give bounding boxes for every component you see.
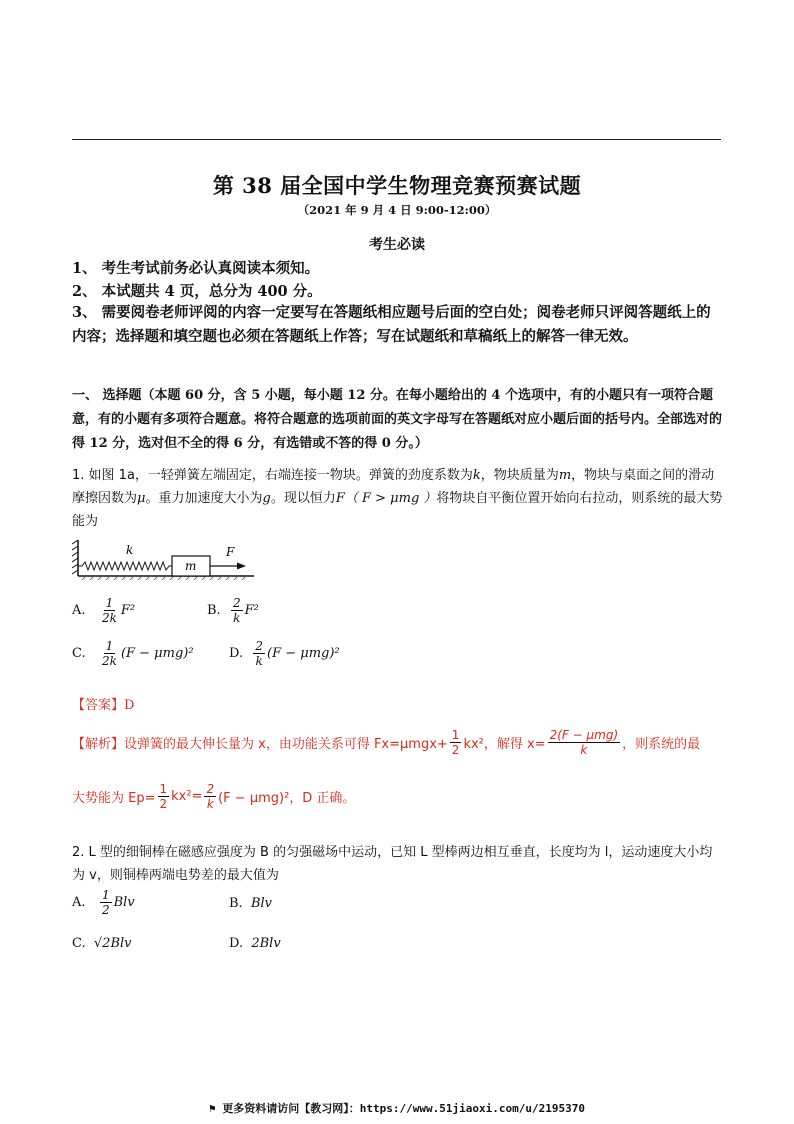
fraction: $\frac{1}{2}$: [451, 728, 460, 757]
q1-answer: 【答案】D: [72, 698, 135, 713]
fraction: $\frac{1}{2k}$: [102, 639, 117, 668]
q1-option-d[interactable]: D. $\frac{2}{k}$ (F − μmg)²: [229, 639, 340, 668]
notice-heading: 考生必读: [369, 237, 425, 253]
fraction: $\frac{\text{2(F − μmg)}}{k}$: [549, 728, 619, 757]
footer-link[interactable]: ⚑ 更多资料请访问【教习网】：https://www.51jiaoxi.com/u/2195370: [209, 1102, 585, 1115]
page-title: 第 38 届全国中学生物理竞赛预赛试题: [212, 173, 582, 198]
wall-hatching: [72, 540, 78, 574]
spring: [78, 562, 172, 570]
fraction: $\frac{1}{2}$: [159, 782, 168, 811]
force-label: F: [226, 545, 235, 559]
header-rule: [72, 139, 721, 140]
q1-analysis-line-2: 大势能为 Ep= $\frac{1}{2}$ kx²= $\frac{2}{k}$ (F − μmg)²，D 正确。: [72, 782, 356, 811]
q2-option-a[interactable]: A. $\frac{1}{2}$ Blv: [72, 888, 135, 917]
spring-label: k: [126, 543, 134, 557]
fraction: $\frac{2}{k}$: [206, 782, 215, 811]
fraction: $\frac{2}{k}$: [232, 596, 241, 625]
fraction: $\frac{2}{k}$: [255, 639, 263, 668]
flag-icon: ⚑: [209, 1102, 223, 1115]
block-label: m: [185, 559, 197, 573]
notice-item-2: 2、 本试题共 4 页，总分为 400 分。: [72, 283, 322, 300]
q1-option-a[interactable]: A. $\frac{1}{2k}$ F²: [72, 596, 136, 625]
q2-option-c[interactable]: C. √2Blv: [72, 936, 132, 951]
exam-date: （2021 年 9 月 4 日 9:00-12:00）: [297, 203, 497, 217]
q2-option-b[interactable]: B. Blv: [229, 896, 273, 911]
question-1-stem: 1. 如图 1a，一轻弹簧左端固定，右端连接一物块。弹簧的劲度系数为k，物块质量为m，物块与桌面之间的滑动摩擦因数为μ。重力加速度大小为g。现以恒力F（ F > μmg ）将物块自平衡位置开始向右拉动，则系统的最大势能为: [72, 468, 723, 529]
force-arrowhead: [237, 563, 246, 570]
q1-option-b[interactable]: B. $\frac{2}{k}$ F²: [207, 596, 259, 625]
notice-item-1: 1、 考生考试前务必认真阅读本须知。: [72, 260, 320, 277]
section-instructions: 一、 选择题（本题 60 分，含 5 小题，每小题 12 分。在每小题给出的 4 个选项中，有的小题只有一项符合题意，有的小题有多项符合题意。将符合题意的选项前面的英文字母写在答题纸对应小题后面的括号内。全部选对的得 12 分，选对但不全的得 6 分，有选错或不答的得 0 分。）: [72, 388, 723, 451]
q2-option-d[interactable]: D. 2Blv: [229, 936, 281, 951]
q1-analysis-line-1: 【解析】设弹簧的最大伸长量为 x，由功能关系可得 Fx=μmgx+ $\frac{1}{2}$ kx²，解得 x= $\frac{\text{2(F − μmg)}}{k}$ ，则系统的最: [72, 728, 701, 757]
question-2-stem: 2. L 型的细铜棒在磁感应强度为 B 的匀强磁场中运动，已知 L 型棒两边相互垂直，长度均为 l，运动速度大小均为 v，则铜棒两端电势差的最大值为: [72, 845, 713, 883]
notice-item-3: 3、 需要阅卷老师评阅的内容一定要写在答题纸相应题号后面的空白处；阅卷老师只评阅答题纸上的内容；选择题和填空题也必须在答题纸上作答；写在试题纸和草稿纸上的解答一律无效。: [72, 304, 711, 345]
fraction: $\frac{1}{2}$: [101, 888, 110, 917]
spring-block-figure: [72, 536, 262, 582]
fraction: $\frac{1}{2k}$: [101, 596, 117, 625]
q1-option-c[interactable]: C. $\frac{1}{2k}$ (F − μmg)²: [72, 639, 194, 668]
